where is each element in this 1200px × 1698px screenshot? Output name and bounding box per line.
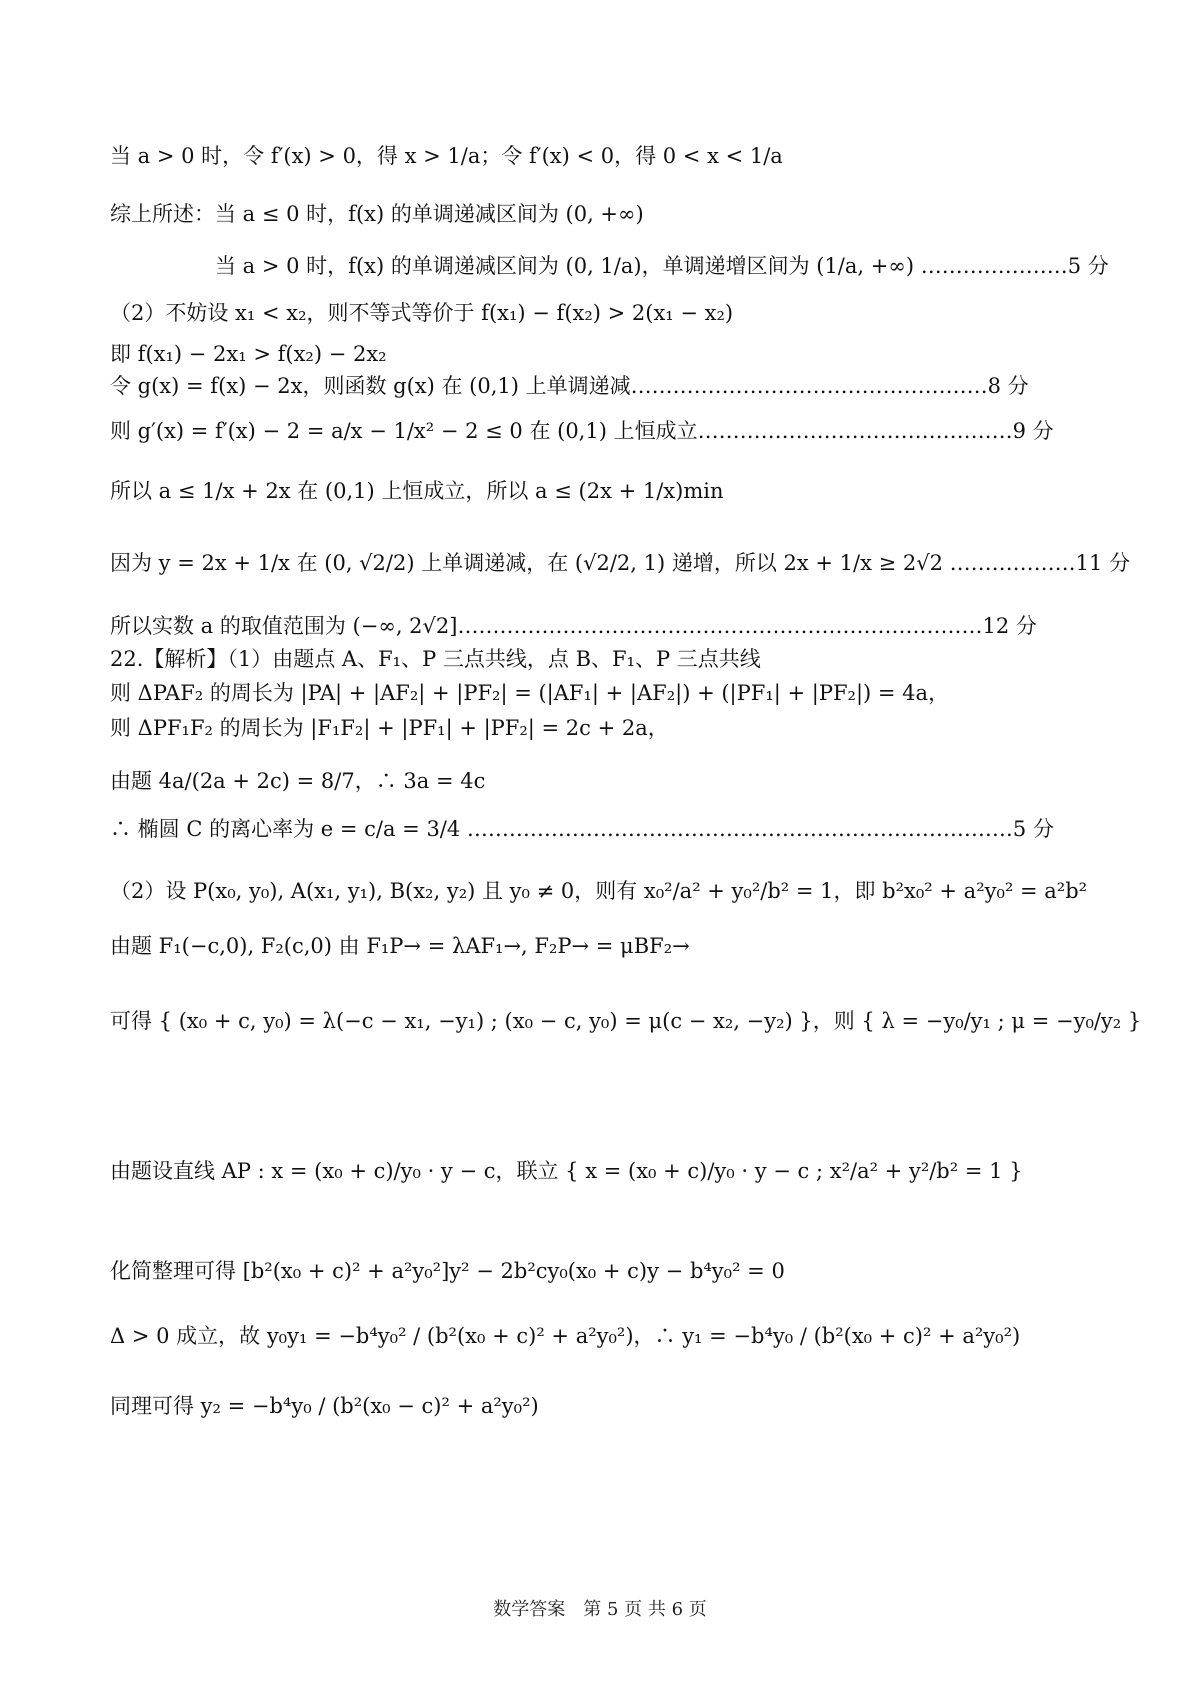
text-line: （2）不妨设 x₁ < x₂，则不等式等价于 f(x₁) − f(x₂) > 2(x₁ − x₂) [110, 301, 734, 325]
text-line: 由题 4a/(2a + 2c) = 8/7，∴ 3a = 4c [110, 769, 486, 793]
text-line: 则 g′(x) = f′(x) − 2 = a/x − 1/x² − 2 ≤ 0 在 (0,1) 上恒成立………………………………………9 分 [110, 419, 1054, 443]
text-line: 22.【解析】（1）由题点 A、F₁、P 三点共线，点 B、F₁、P 三点共线 [110, 647, 761, 671]
text-line: Δ > 0 成立，故 y₀y₁ = −b⁴y₀² / (b²(x₀ + c)² + a²y₀²)，∴ y₁ = −b⁴y₀ / (b²(x₀ + c)² + a²y₀²) [110, 1324, 1021, 1348]
text-line: （2）设 P(x₀, y₀), A(x₁, y₁), B(x₂, y₂) 且 y₀ ≠ 0，则有 x₀²/a² + y₀²/b² = 1，即 b²x₀² + a²y₀² = a²b² [110, 879, 1088, 903]
text-line: 由题 F₁(−c,0), F₂(c,0) 由 F₁P→ = λAF₁→, F₂P→ = μBF₂→ [110, 934, 690, 958]
text-line: 同理可得 y₂ = −b⁴y₀ / (b²(x₀ − c)² + a²y₀²) [110, 1394, 539, 1418]
page-footer: 数学答案 第 5 页 共 6 页 [493, 1599, 707, 1620]
text-line: 综上所述：当 a ≤ 0 时，f(x) 的单调递减区间为 (0, +∞) [110, 202, 644, 226]
text-line: 所以实数 a 的取值范围为 (−∞, 2√2]…………………………………………………………………12 分 [110, 614, 1037, 638]
text-line: 则 ΔPAF₂ 的周长为 |PA| + |AF₂| + |PF₂| = (|AF₁| + |AF₂|) + (|PF₁| + |PF₂|) = 4a， [110, 681, 950, 705]
text-line: 化简整理可得 [b²(x₀ + c)² + a²y₀²]y² − 2b²cy₀(x₀ + c)y − b⁴y₀² = 0 [110, 1259, 785, 1283]
text-line: 由题设直线 AP : x = (x₀ + c)/y₀ · y − c，联立 { x = (x₀ + c)/y₀ · y − c ; x²/a² + y²/b² = 1 } [110, 1159, 1023, 1183]
text-line: 因为 y = 2x + 1/x 在 (0, √2/2) 上单调递减，在 (√2/2, 1) 递增，所以 2x + 1/x ≥ 2√2 ………………11 分 [110, 551, 1131, 575]
text-line: 当 a > 0 时，令 f′(x) > 0，得 x > 1/a；令 f′(x) < 0，得 0 < x < 1/a [110, 144, 783, 168]
text-line: 则 ΔPF₁F₂ 的周长为 |F₁F₂| + |PF₁| + |PF₂| = 2c + 2a， [110, 716, 669, 740]
text-line: 令 g(x) = f(x) − 2x，则函数 g(x) 在 (0,1) 上单调递减……………………………………………8 分 [110, 374, 1029, 398]
text-line: 即 f(x₁) − 2x₁ > f(x₂) − 2x₂ [110, 342, 387, 366]
text-line: 可得 { (x₀ + c, y₀) = λ(−c − x₁, −y₁) ; (x₀ − c, y₀) = μ(c − x₂, −y₂) }，则 { λ = −y₀/y₁ ; μ = −y₀/y₂ } [110, 1009, 1142, 1033]
text-line: ∴ 椭圆 C 的离心率为 e = c/a = 3/4 ……………………………………………………………………5 分 [110, 817, 1054, 841]
text-line: 所以 a ≤ 1/x + 2x 在 (0,1) 上恒成立，所以 a ≤ (2x + 1/x)min [110, 479, 724, 503]
text-line: 当 a > 0 时，f(x) 的单调递减区间为 (0, 1/a)，单调递增区间为 (1/a, +∞) …………………5 分 [215, 254, 1109, 278]
